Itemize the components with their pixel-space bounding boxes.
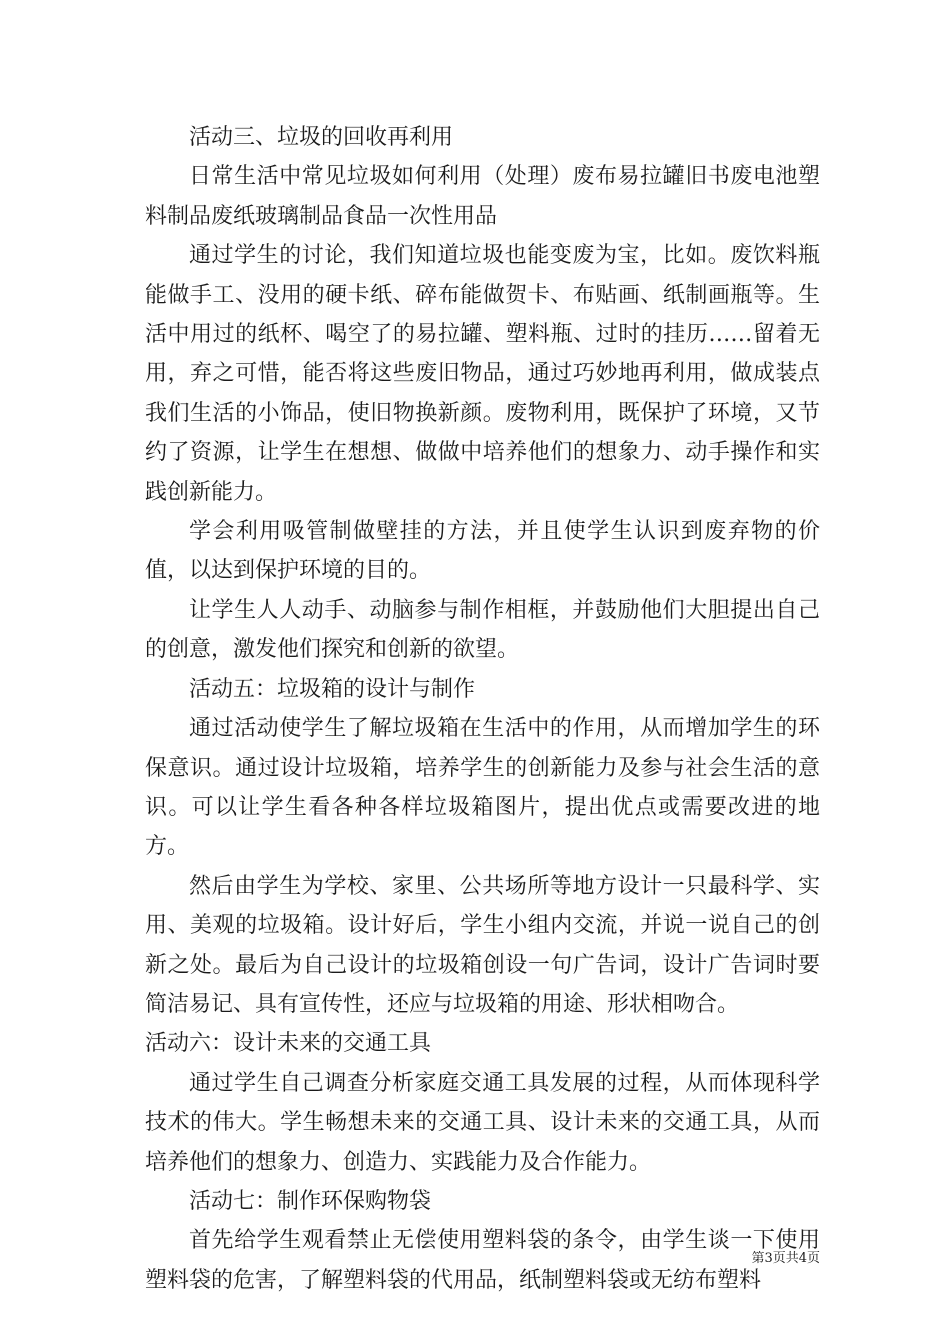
paragraph-heading-activity-7: 活动七：制作环保购物袋 [189, 1188, 432, 1214]
paragraph-future-transport: 通过学生自己调查分析家庭交通工具发展的过程，从而体现科学技术的伟大。学生畅想未来的交通工具、设计未来的交通工具，从而培养他们的想象力、创造力、实践能力及合作能力。 [145, 1070, 820, 1175]
paragraph-heading-activity-6: 活动六：设计未来的交通工具 [145, 1031, 432, 1057]
paragraph-heading-activity-3: 活动三、垃圾的回收再利用 [189, 125, 454, 150]
paragraph-trash-bin-purpose: 通过活动使学生了解垃圾箱在生活中的作用，从而增加学生的环保意识。通过设计垃圾箱，培养学生的创新能力及参与社会生活的意识。可以让学生看各种各样垃圾箱图片，提出优点或需要改进的地方。 [145, 716, 820, 860]
document-body [145, 118, 820, 1300]
paragraph-trash-bin-design: 然后由学生为学校、家里、公共场所等地方设计一只最科学、实用、美观的垃圾箱。设计好后，学生小组内交流，并说一说自己的创新之处。最后为自己设计的垃圾箱创设一句广告词，设计广告词时要简洁易记、具有宣传性，还应与垃圾箱的用途、形状相吻合。 [145, 873, 820, 1017]
paragraph-straw-wall-hanging: 学会利用吸管制做壁挂的方法，并且使学生认识到废弃物的价值，以达到保护环境的目的。 [145, 519, 820, 584]
paragraph-garbage-list: 日常生活中常见垃圾如何利用（处理）废布易拉罐旧书废电池塑料制品废纸玻璃制品食品一次性用品 [145, 164, 820, 229]
paragraph-heading-activity-5: 活动五：垃圾箱的设计与制作 [189, 676, 476, 702]
paragraph-recycling-discussion: 通过学生的讨论，我们知道垃圾也能变废为宝，比如。废饮料瓶能做手工、没用的硬卡纸、碎布能做贺卡、布贴画、纸制画瓶等。生活中用过的纸杯、喝空了的易拉罐、塑料瓶、过时的挂历……留着无用，弃之可惜，能否将这些废旧物品，通过巧妙地再利用，做成装点我们生活的小饰品，使旧物换新颜。废物利用，既保护了环境，又节约了资源，让学生在想想、做做中培养他们的想象力、动手操作和实践创新能力。 [145, 243, 820, 505]
paragraph-shopping-bag: 首先给学生观看禁止无偿使用塑料袋的条令，由学生谈一下使用塑料袋的危害，了解塑料袋的代用品，纸制塑料袋或无纺布塑料 [145, 1228, 820, 1293]
page-number-footer: 第3页共4页 [751, 1251, 820, 1266]
paragraph-photo-frame: 让学生人人动手、动脑参与制作相框，并鼓励他们大胆提出自己的创意，激发他们探究和创新的欲望。 [145, 597, 820, 663]
